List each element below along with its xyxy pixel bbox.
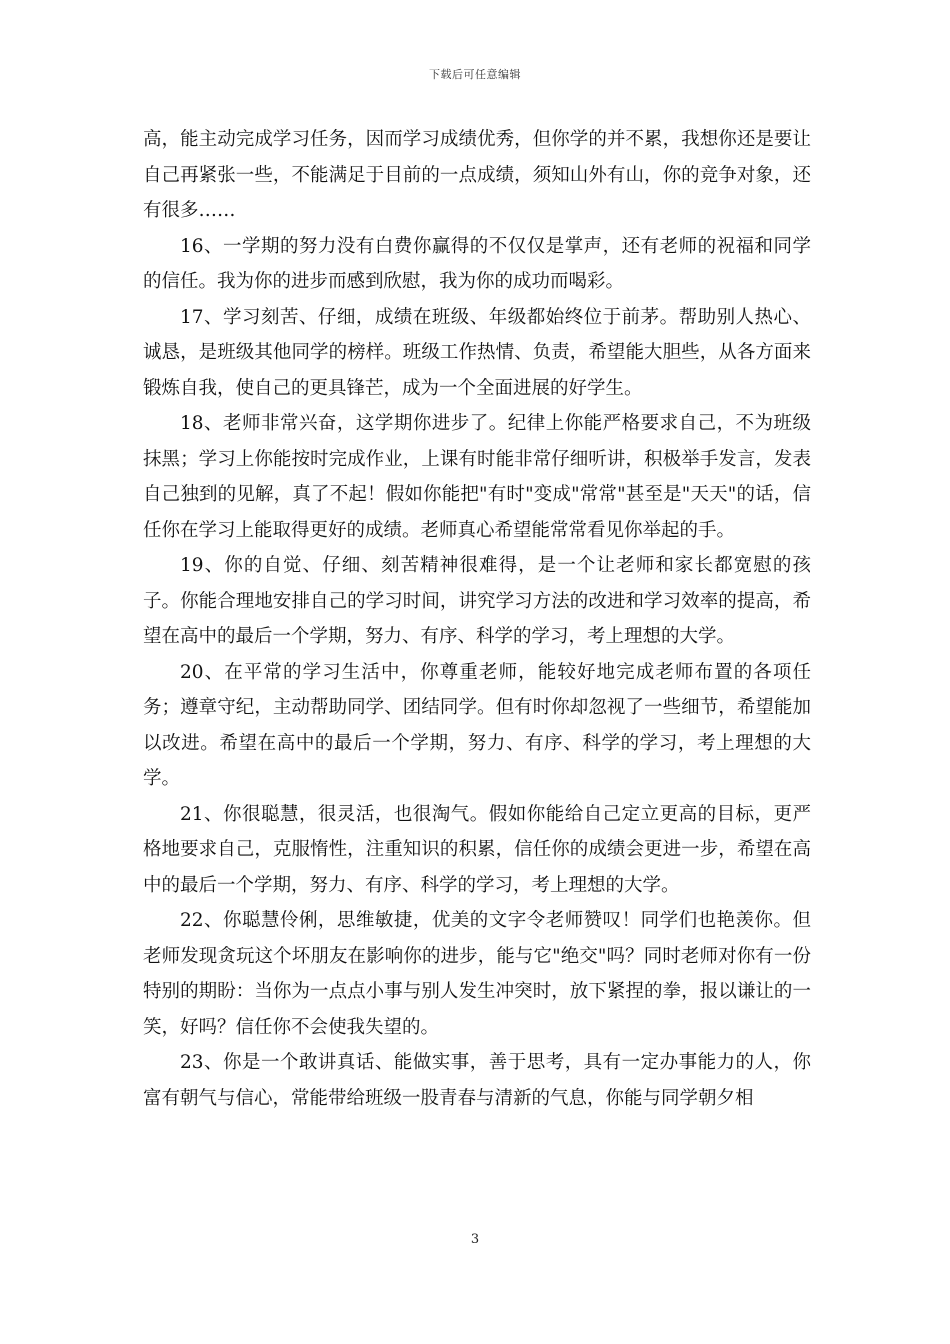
paragraph-continuation: 高，能主动完成学习任务，因而学习成绩优秀，但你学的并不累，我想你还是要让自己再紧张一些，不能满足于目前的一点成绩，须知山外有山，你的竞争对象，还有很多…… (143, 129, 811, 221)
paragraph-item-18: 18、老师非常兴奋，这学期你进步了。纪律上你能严格要求自己，不为班级抹黑；学习上你能按时完成作业，上课有时能非常仔细听讲，积极举手发言，发表自己独到的见解，真了不起！假如你能把"有时"变成"常常"甚至是"天天"的话，信任你在学习上能取得更好的成绩。老师真心希望能常常看见你举起的手。 (143, 413, 811, 541)
page-header: 下载后可任意编辑 (429, 68, 521, 81)
paragraph-item-23: 23、你是一个敢讲真话、能做实事，善于思考，具有一定办事能力的人，你富有朝气与信心，常能带给班级一股青春与清新的气息，你能与同学朝夕相 (143, 1052, 811, 1109)
paragraph-item-16: 16、一学期的努力没有白费你赢得的不仅仅是掌声，还有老师的祝福和同学的信任。我为你的进步而感到欣慰，我为你的成功而喝彩。 (143, 235, 811, 292)
document-body (143, 122, 811, 1116)
paragraph-item-21: 21、你很聪慧，很灵活，也很淘气。假如你能给自己定立更高的目标，更严格地要求自己，克服惰性，注重知识的积累，信任你的成绩会更进一步，希望在高中的最后一个学期，努力、有序、科学的学习，考上理想的大学。 (143, 803, 811, 896)
paragraph-item-17: 17、学习刻苦、仔细，成绩在班级、年级都始终位于前茅。帮助别人热心、诚恳，是班级其他同学的榜样。班级工作热情、负责，希望能大胆些，从各方面来锻炼自我，使自己的更具锋芒，成为一个全面进展的好学生。 (143, 306, 811, 399)
paragraph-item-22: 22、你聪慧伶俐，思维敏捷，优美的文字令老师赞叹！同学们也艳羡你。但老师发现贪玩这个坏朋友在影响你的进步，能与它"绝交"吗？同时老师对你有一份特别的期盼：当你为一点点小事与别人发生冲突时，放下紧捏的拳，报以谦让的一笑，好吗？信任你不会使我失望的。 (143, 910, 811, 1038)
paragraph-item-19: 19、你的自觉、仔细、刻苦精神很难得，是一个让老师和家长都宽慰的孩子。你能合理地安排自己的学习时间，讲究学习方法的改进和学习效率的提高，希望在高中的最后一个学期，努力、有序、科学的学习，考上理想的大学。 (143, 555, 811, 647)
page-number: 3 (470, 1232, 480, 1247)
paragraph-item-20: 20、在平常的学习生活中，你尊重老师，能较好地完成老师布置的各项任务；遵章守纪，主动帮助同学、团结同学。但有时你却忽视了一些细节，希望能加以改进。希望在高中的最后一个学期，努力、有序、科学的学习，考上理想的大学。 (143, 661, 811, 789)
